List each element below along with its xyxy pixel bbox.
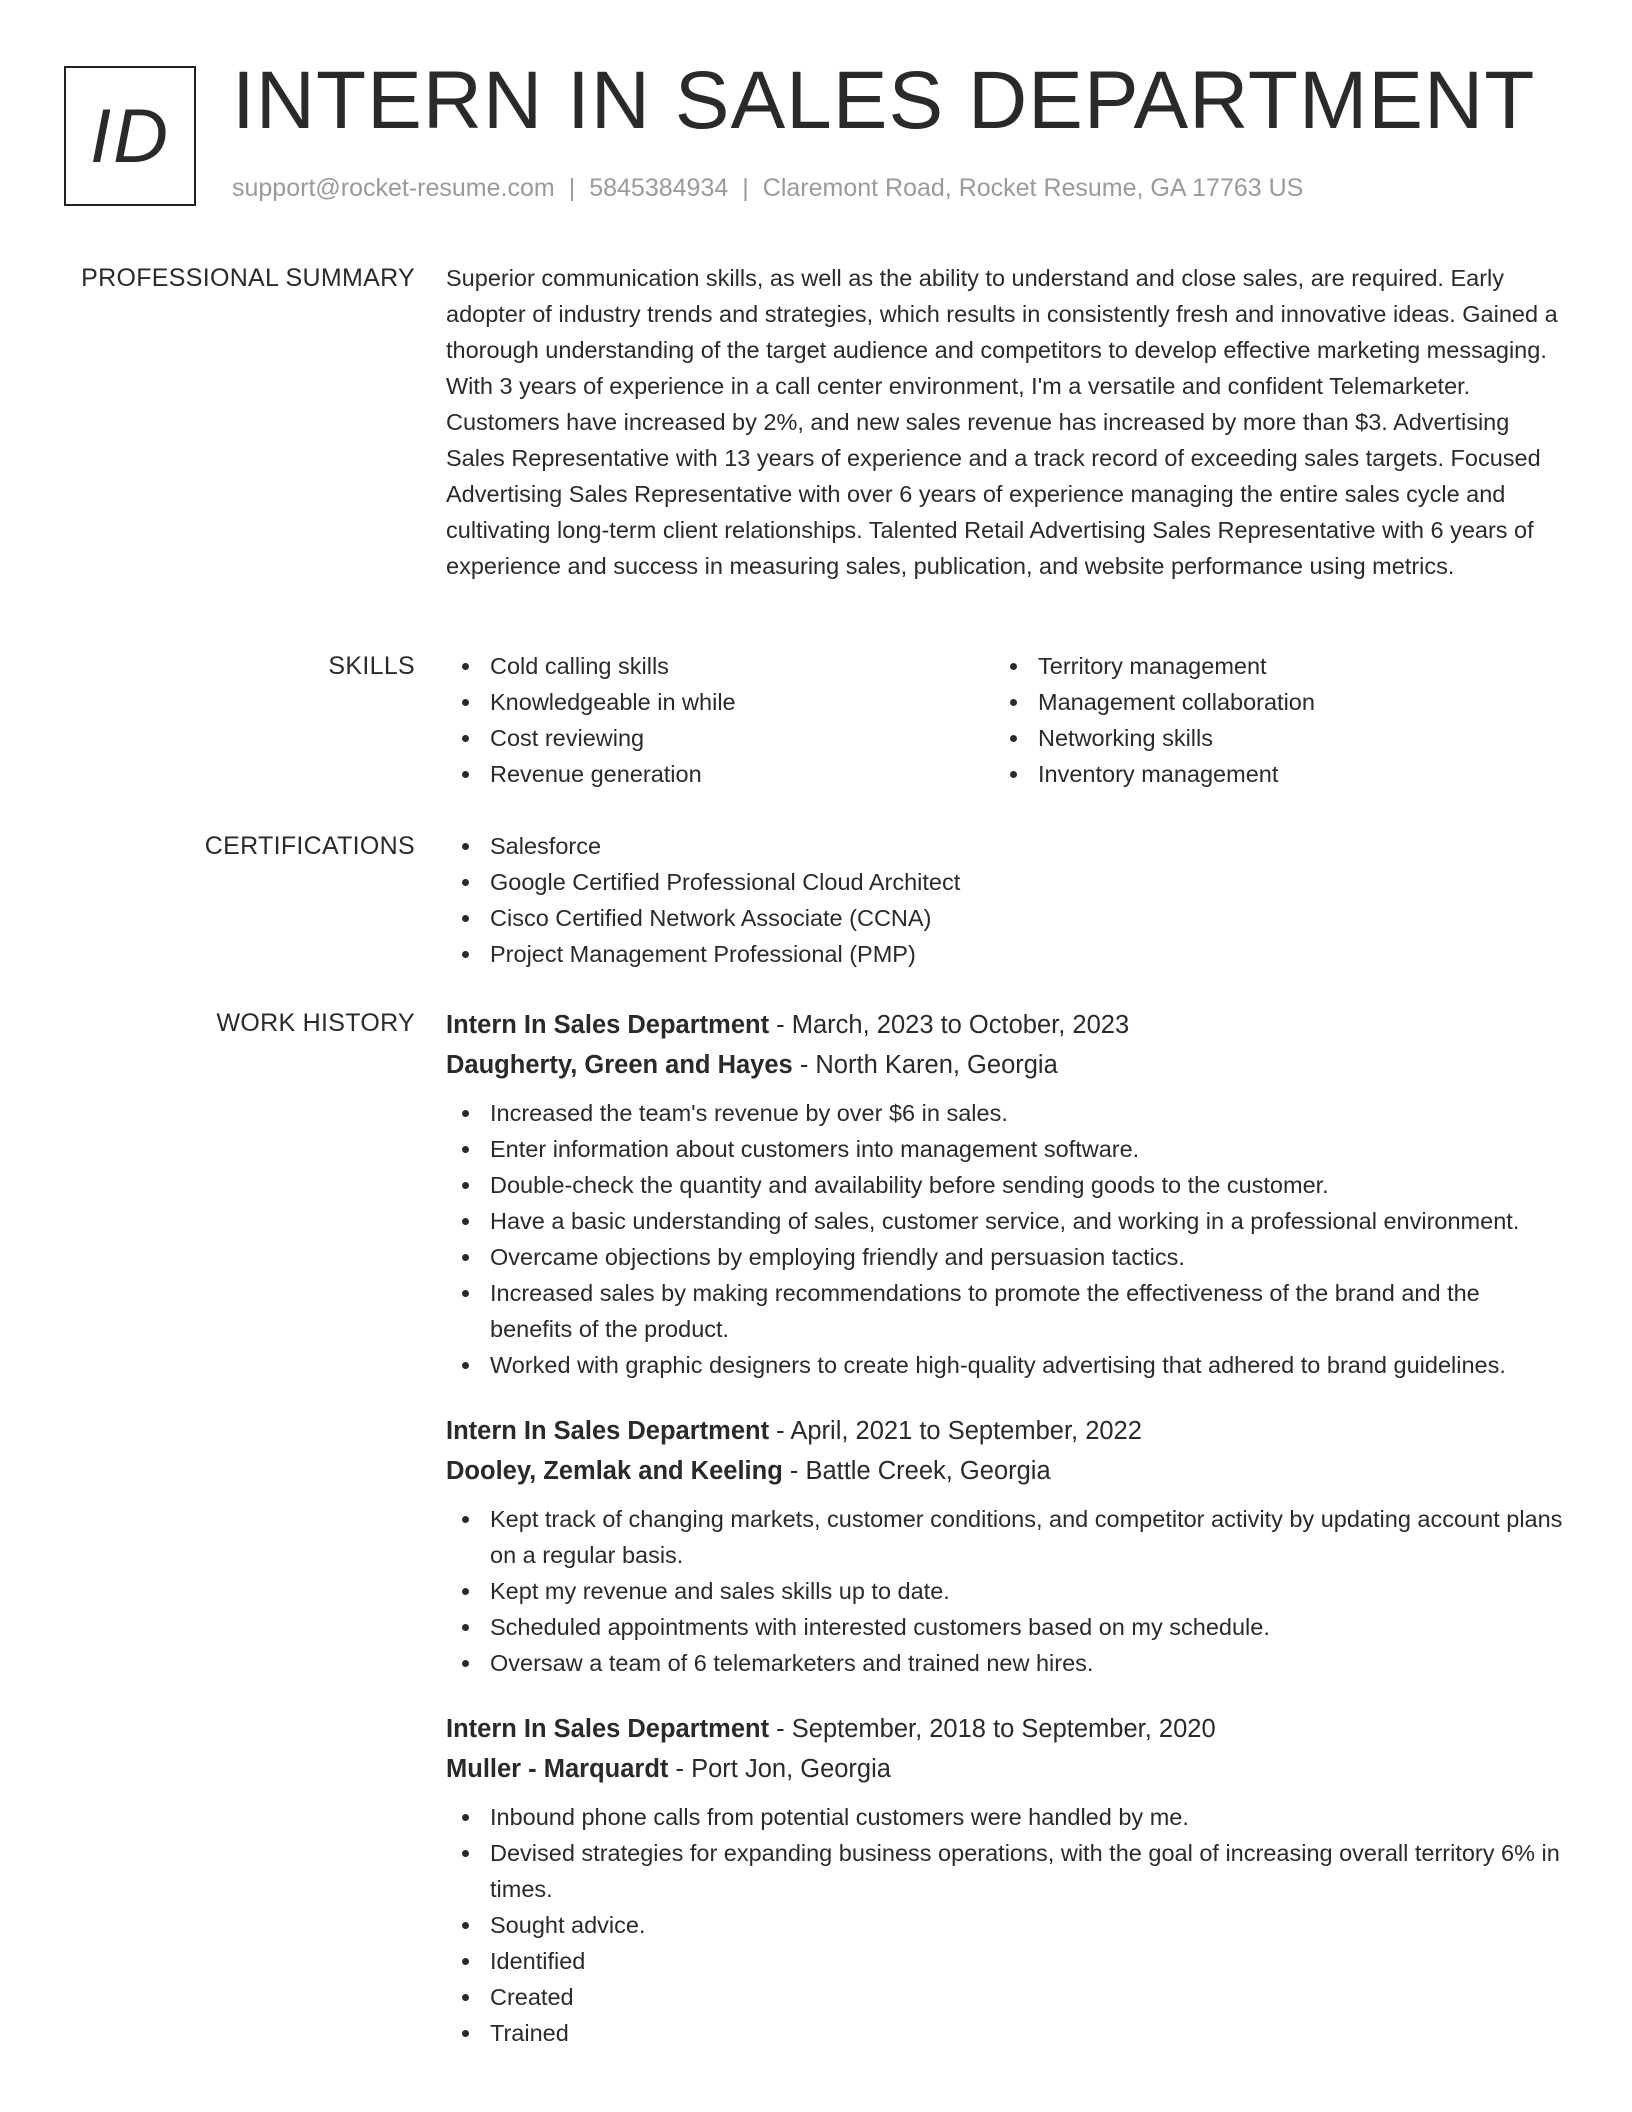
job-bullet: Devised strategies for expanding business operations, with the goal of increasing overall territory 6% in times. xyxy=(446,1835,1566,1907)
job-bullet: Created xyxy=(446,1979,1566,2015)
contact-separator: | xyxy=(742,174,749,202)
job-company-line xyxy=(446,1451,1566,1491)
skill-item: Cost reviewing xyxy=(446,720,994,756)
contact-separator: | xyxy=(568,174,576,202)
contact-line xyxy=(232,174,1303,203)
certification-item: Salesforce xyxy=(446,828,1566,864)
job-bullets xyxy=(446,1095,1566,1383)
job-bullet: Trained xyxy=(446,2015,1566,2051)
job-entry xyxy=(446,1709,1566,2051)
job-company: Muller - Marquardt xyxy=(446,1755,669,1783)
job-entry xyxy=(446,1411,1566,1681)
skill-item: Management collaboration xyxy=(994,684,1542,720)
job-bullet: Enter information about customers into management software. xyxy=(446,1131,1566,1167)
job-dates: - March, 2023 to October, 2023 xyxy=(769,1011,1130,1039)
summary-heading: PROFESSIONAL SUMMARY xyxy=(81,264,415,292)
job-location: - North Karen, Georgia xyxy=(792,1051,1058,1079)
certifications-heading: CERTIFICATIONS xyxy=(204,832,415,860)
contact-address: Claremont Road, Rocket Resume, GA 17763 US xyxy=(762,174,1304,202)
work-history-heading: WORK HISTORY xyxy=(216,1009,415,1037)
job-bullet: Have a basic understanding of sales, customer service, and working in a professional environment. xyxy=(446,1203,1566,1239)
job-bullet: Kept track of changing markets, customer conditions, and competitor activity by updating account plans on a regular basis. xyxy=(446,1501,1566,1573)
skill-item: Inventory management xyxy=(994,756,1542,792)
skill-item: Knowledgeable in while xyxy=(446,684,994,720)
skills-list xyxy=(446,648,1566,792)
skill-item: Cold calling skills xyxy=(446,648,994,684)
certification-item: Cisco Certified Network Associate (CCNA) xyxy=(446,900,1566,936)
job-bullet: Increased sales by making recommendations to promote the effectiveness of the brand and the benefits of the product. xyxy=(446,1275,1566,1347)
job-title: Intern In Sales Department xyxy=(446,1417,770,1445)
job-bullets xyxy=(446,1799,1566,2051)
certification-item: Project Management Professional (PMP) xyxy=(446,936,1566,972)
skill-item: Territory management xyxy=(994,648,1542,684)
job-bullet: Scheduled appointments with interested customers based on my schedule. xyxy=(446,1609,1566,1645)
skill-item: Networking skills xyxy=(994,720,1542,756)
job-bullet: Increased the team's revenue by over $6 in sales. xyxy=(446,1095,1566,1131)
job-dates: - April, 2021 to September, 2022 xyxy=(769,1417,1142,1445)
summary-text: Superior communication skills, as well as the ability to understand and close sales, are required. Early adopter of industry trends and strategies, which results in consistently fresh and innovative ideas. Gained a thorough understanding of the target audience and competitors to develop effective marketing messaging. With 3 years of experience in a call center environment, I'm a versatile and confident Telemarketer. Customers have increased by 2%, and new sales revenue has increased by more than $3. Advertising Sales Representative with 13 years of experience and a track record of exceeding sales targets. Focused Advertising Sales Representative with over 6 years of experience managing the entire sales cycle and cultivating long-term client relationships. Talented Retail Advertising Sales Representative with 6 years of experience and success in measuring sales, publication, and website performance using metrics. xyxy=(446,265,1558,579)
monogram-initials: ID xyxy=(90,93,170,179)
job-bullet: Worked with graphic designers to create high-quality advertising that adhered to brand guidelines. xyxy=(446,1347,1566,1383)
job-dates: - September, 2018 to September, 2020 xyxy=(769,1715,1216,1743)
job-company: Dooley, Zemlak and Keeling xyxy=(446,1457,783,1485)
job-company-line xyxy=(446,1749,1566,1789)
certifications-list xyxy=(446,828,1566,972)
job-bullet: Oversaw a team of 6 telemarketers and trained new hires. xyxy=(446,1645,1566,1681)
job-company-line xyxy=(446,1045,1566,1085)
contact-phone: 5845384934 xyxy=(589,174,729,202)
job-location: - Port Jon, Georgia xyxy=(668,1755,891,1783)
job-bullets xyxy=(446,1501,1566,1681)
job-company: Daugherty, Green and Hayes xyxy=(446,1051,793,1079)
resume-title: INTERN IN SALES DEPARTMENT xyxy=(232,55,1536,146)
job-entry xyxy=(446,1005,1566,1383)
job-bullet: Double-check the quantity and availability before sending goods to the customer. xyxy=(446,1167,1566,1203)
job-title-line xyxy=(446,1709,1566,1749)
job-title: Intern In Sales Department xyxy=(446,1715,770,1743)
job-bullet: Overcame objections by employing friendly and persuasion tactics. xyxy=(446,1239,1566,1275)
skills-heading: SKILLS xyxy=(328,652,415,680)
job-bullet: Identified xyxy=(446,1943,1566,1979)
job-bullet: Inbound phone calls from potential customers were handled by me. xyxy=(446,1799,1566,1835)
job-title-line xyxy=(446,1005,1566,1045)
job-bullet: Kept my revenue and sales skills up to date. xyxy=(446,1573,1566,1609)
job-title-line xyxy=(446,1411,1566,1451)
skill-item: Revenue generation xyxy=(446,756,994,792)
job-bullet: Sought advice. xyxy=(446,1907,1566,1943)
job-title: Intern In Sales Department xyxy=(446,1011,770,1039)
monogram-box xyxy=(64,66,196,206)
certification-item: Google Certified Professional Cloud Architect xyxy=(446,864,1566,900)
contact-email: support@rocket-resume.com xyxy=(232,174,555,202)
job-location: - Battle Creek, Georgia xyxy=(782,1457,1051,1485)
